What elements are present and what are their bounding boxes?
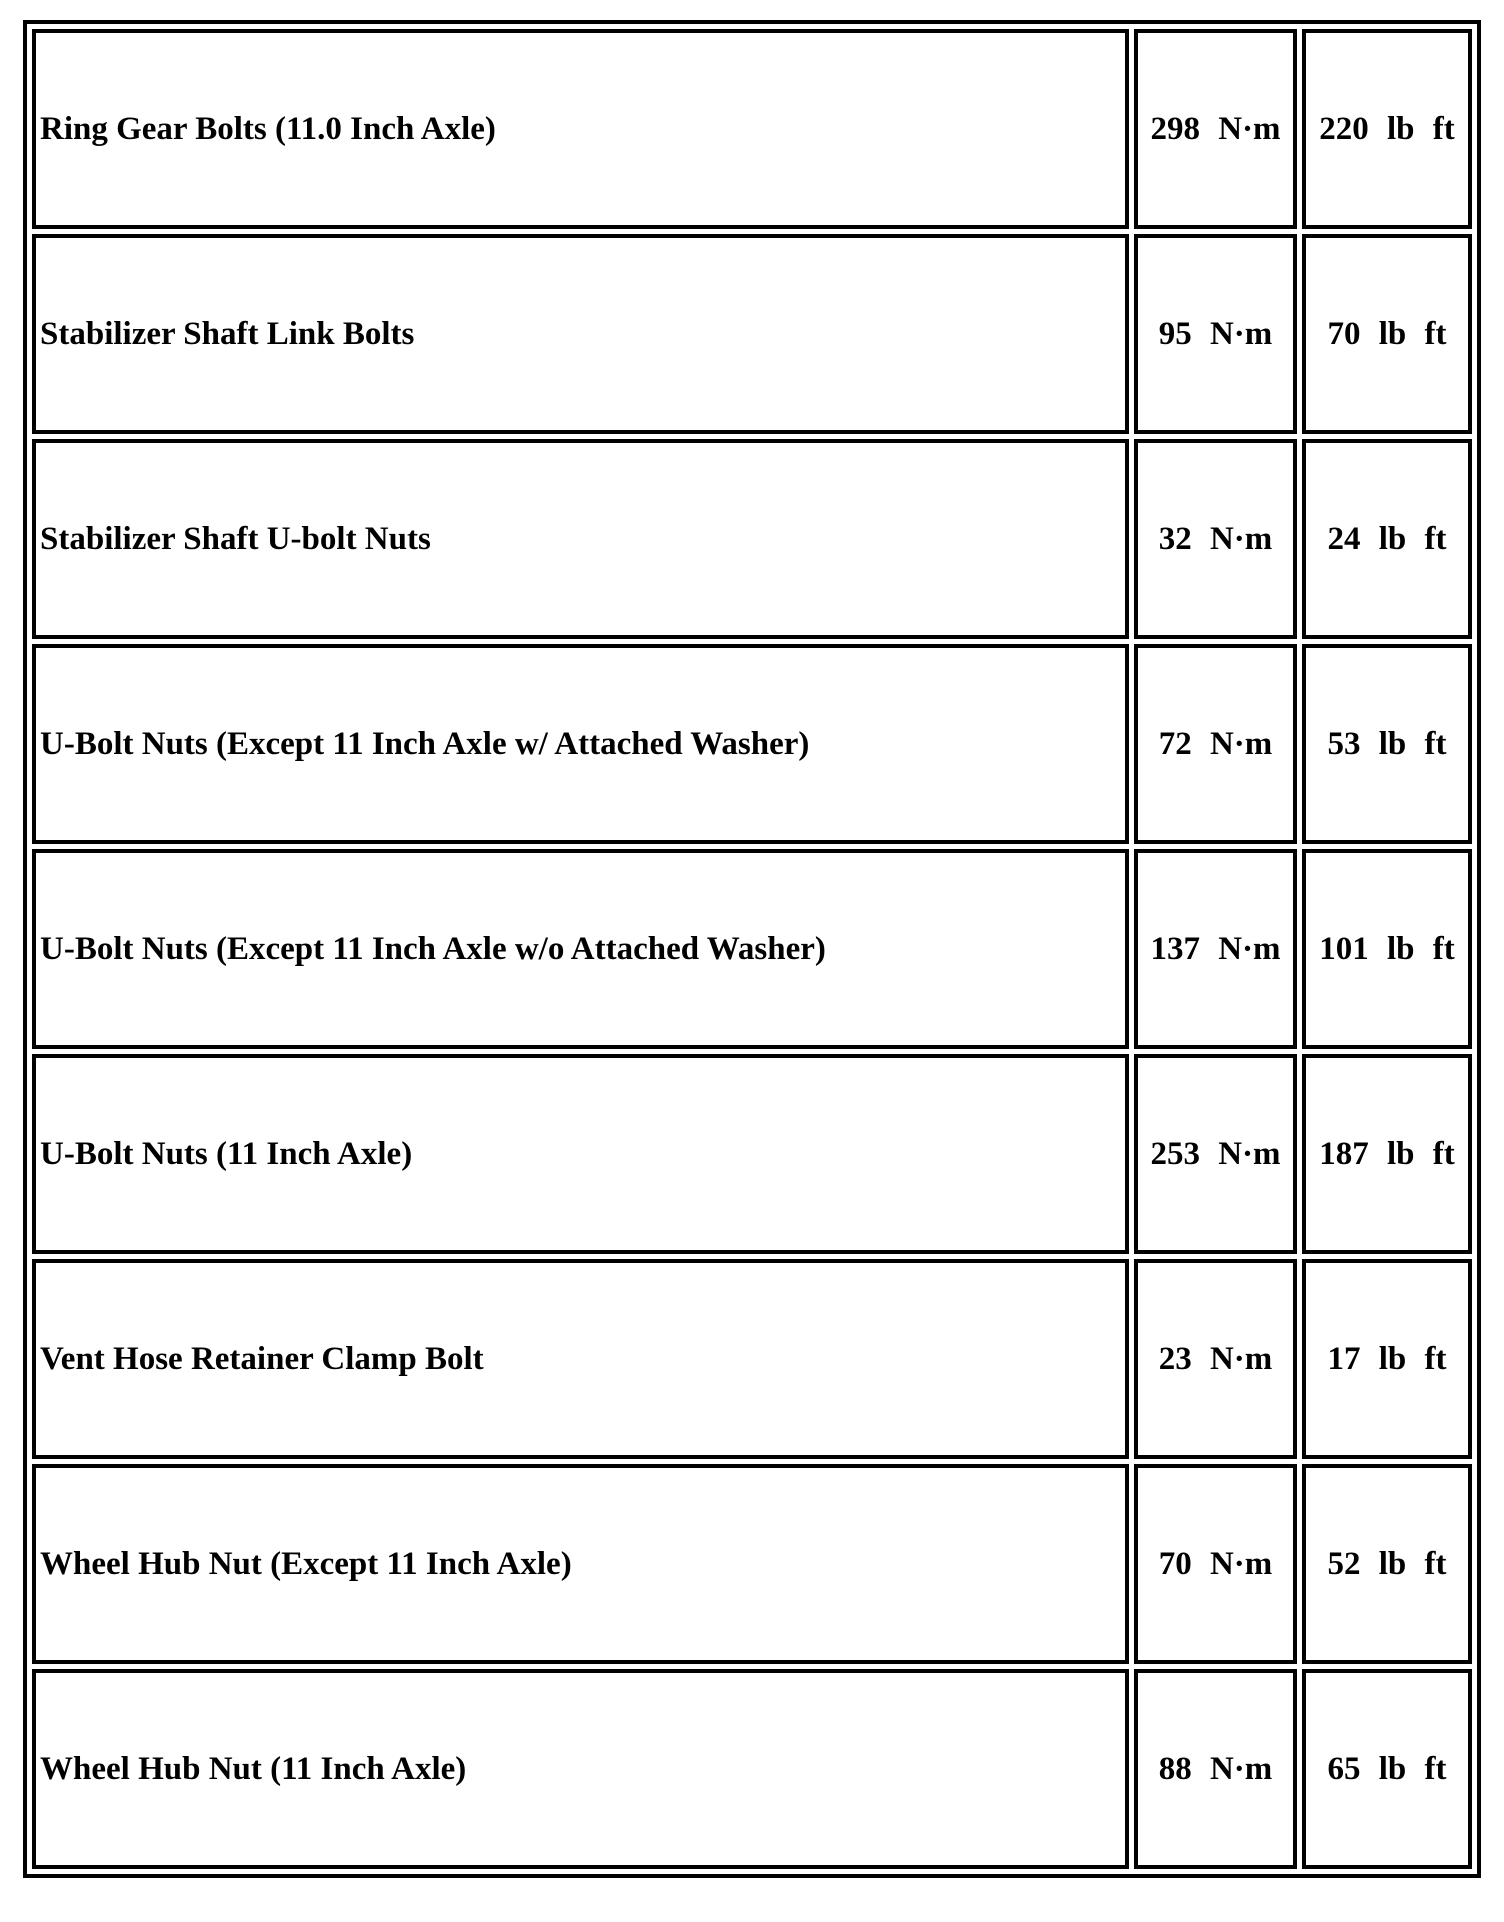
table-row xyxy=(32,1054,1472,1254)
table-row xyxy=(32,1669,1472,1869)
fastener-description-cell: Stabilizer Shaft Link Bolts xyxy=(32,234,1129,434)
metric-torque-cell: 70 N·m xyxy=(1134,1464,1297,1664)
fastener-description-cell: U-Bolt Nuts (Except 11 Inch Axle w/o Attached Washer) xyxy=(32,849,1129,1049)
english-torque-cell: 65 lb ft xyxy=(1302,1669,1472,1869)
fastener-description-cell: Vent Hose Retainer Clamp Bolt xyxy=(32,1259,1129,1459)
metric-torque-cell: 23 N·m xyxy=(1134,1259,1297,1459)
fastener-description-cell: Wheel Hub Nut (11 Inch Axle) xyxy=(32,1669,1129,1869)
table-row xyxy=(32,849,1472,1049)
english-torque-cell: 52 lb ft xyxy=(1302,1464,1472,1664)
fastener-description-cell: U-Bolt Nuts (11 Inch Axle) xyxy=(32,1054,1129,1254)
fastener-description-cell: U-Bolt Nuts (Except 11 Inch Axle w/ Attached Washer) xyxy=(32,644,1129,844)
metric-torque-cell: 95 N·m xyxy=(1134,234,1297,434)
metric-torque-cell: 137 N·m xyxy=(1134,849,1297,1049)
english-torque-cell: 53 lb ft xyxy=(1302,644,1472,844)
english-torque-cell: 220 lb ft xyxy=(1302,29,1472,229)
english-torque-cell: 101 lb ft xyxy=(1302,849,1472,1049)
metric-torque-cell: 253 N·m xyxy=(1134,1054,1297,1254)
fastener-description-cell: Ring Gear Bolts (11.0 Inch Axle) xyxy=(32,29,1129,229)
table-row xyxy=(32,439,1472,639)
torque-spec-table xyxy=(23,20,1481,1878)
english-torque-cell: 17 lb ft xyxy=(1302,1259,1472,1459)
metric-torque-cell: 72 N·m xyxy=(1134,644,1297,844)
fastener-description-cell: Wheel Hub Nut (Except 11 Inch Axle) xyxy=(32,1464,1129,1664)
english-torque-cell: 70 lb ft xyxy=(1302,234,1472,434)
table-row xyxy=(32,644,1472,844)
table-row xyxy=(32,1464,1472,1664)
english-torque-cell: 24 lb ft xyxy=(1302,439,1472,639)
metric-torque-cell: 88 N·m xyxy=(1134,1669,1297,1869)
fastener-description-cell: Stabilizer Shaft U-bolt Nuts xyxy=(32,439,1129,639)
torque-spec-table-body xyxy=(32,29,1472,1869)
english-torque-cell: 187 lb ft xyxy=(1302,1054,1472,1254)
metric-torque-cell: 298 N·m xyxy=(1134,29,1297,229)
table-row xyxy=(32,1259,1472,1459)
metric-torque-cell: 32 N·m xyxy=(1134,439,1297,639)
table-row xyxy=(32,234,1472,434)
table-row xyxy=(32,29,1472,229)
